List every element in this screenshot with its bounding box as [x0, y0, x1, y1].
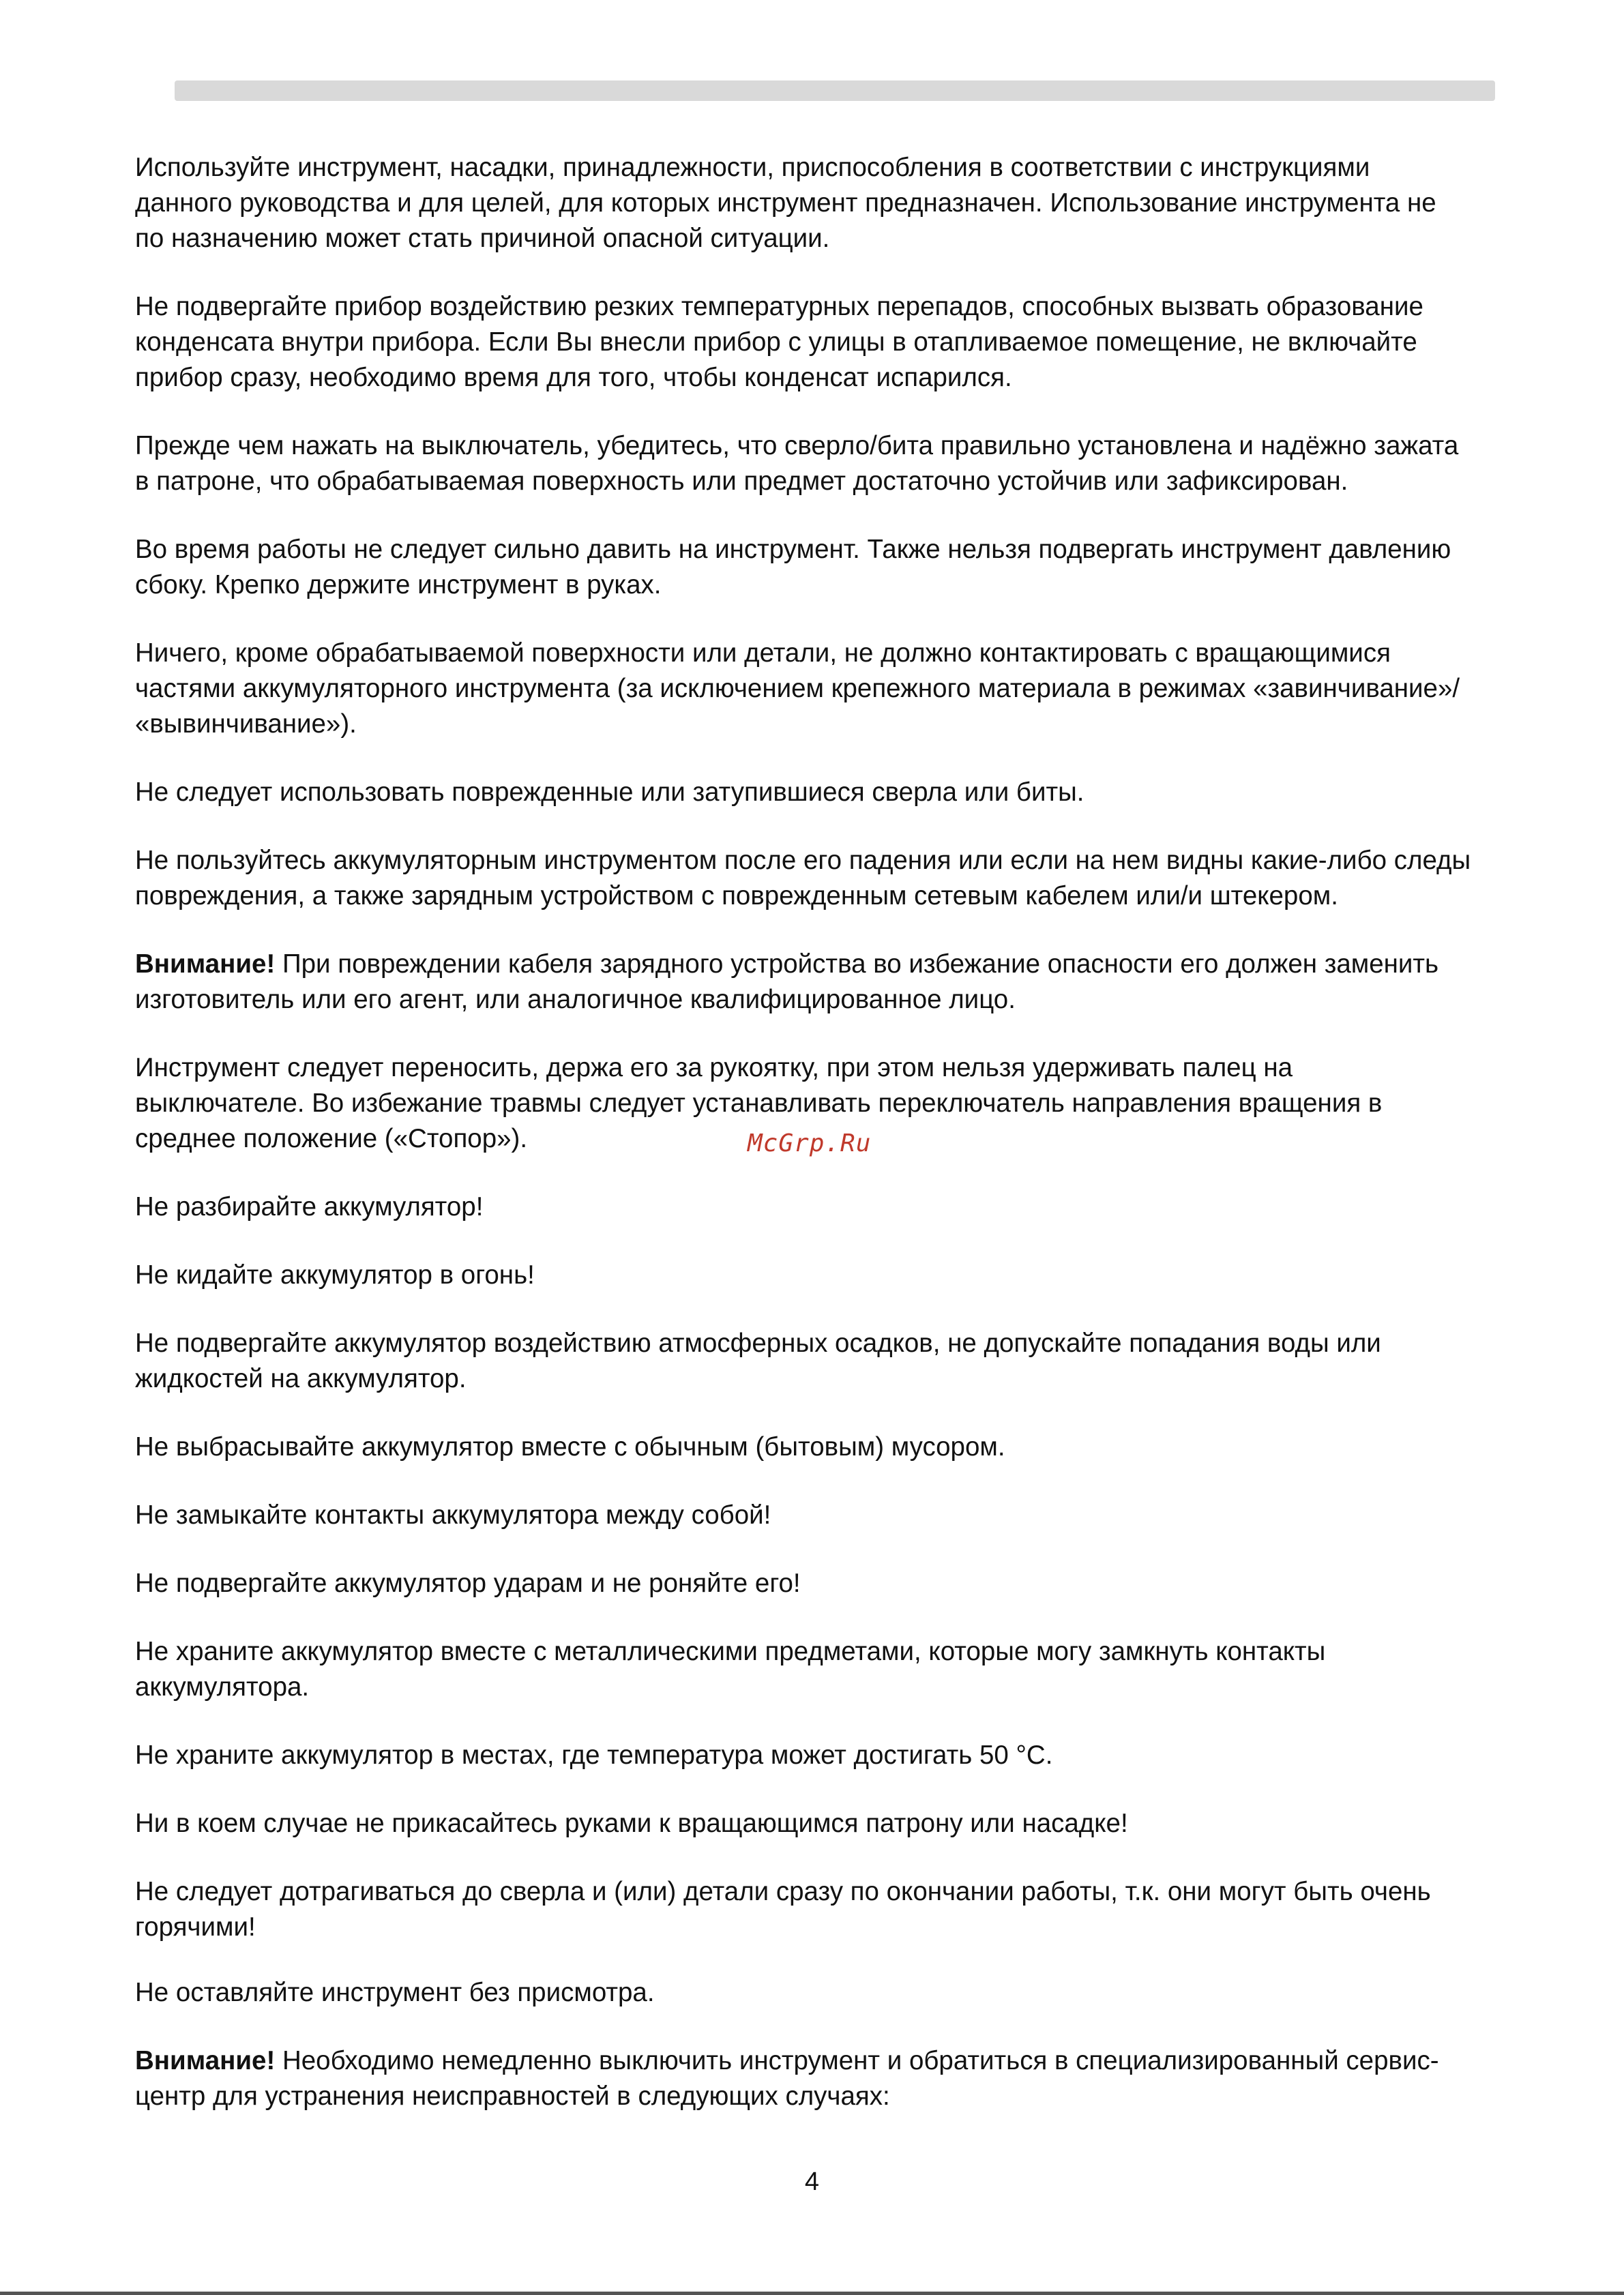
paragraph-text: Не следует дотрагиваться до сверла и (или) детали сразу по окончании работы, т.к. они могут быть очень горячими!: [135, 1877, 1431, 1942]
bottom-edge-line: [0, 2292, 1624, 2295]
paragraph-text: Не замыкайте контакты аккумулятора между собой!: [135, 1500, 771, 1530]
paragraph-16: [135, 1634, 1533, 1705]
warning-label: Внимание!: [135, 2046, 276, 2075]
paragraph-4: [135, 532, 1533, 603]
paragraph-1: [135, 150, 1533, 256]
paragraph-text: Не оставляйте инструмент без присмотра.: [135, 1978, 655, 2007]
paragraph-text: Не следует использовать поврежденные или затупившиеся сверла или биты.: [135, 778, 1084, 807]
paragraph-5: [135, 636, 1533, 742]
page-number: 4: [804, 2167, 820, 2196]
paragraph-text: Не подвергайте аккумулятор ударам и не роняйте его!: [135, 1569, 801, 1598]
warning-label: Внимание!: [135, 949, 276, 979]
paragraph-text: Инструмент следует переносить, держа его за рукоятку, при этом нельзя удерживать палец на выключателе. Во избежание травмы следует устанавливать переключатель направления вращения в среднее положение («Стопор»).: [135, 1053, 1383, 1153]
paragraph-text: Не выбрасывайте аккумулятор вместе с обычным (бытовым) мусором.: [135, 1432, 1005, 1462]
paragraph-21-warning: [135, 2043, 1533, 2114]
paragraph-13: [135, 1430, 1533, 1465]
paragraph-20: [135, 1975, 1533, 2011]
paragraph-8-warning: [135, 947, 1533, 1018]
paragraph-2: [135, 289, 1533, 396]
paragraph-text: Прежде чем нажать на выключатель, убедитесь, что сверло/бита правильно установлена и надёжно зажата в патроне, что обрабатываемая поверхность или предмет достаточно устойчив или зафиксирован.: [135, 431, 1459, 496]
paragraph-text: Используйте инструмент, насадки, принадлежности, приспособления в соответствии с инструкциями данного руководства и для целей, для которых инструмент предназначен. Использование инструмента не по назначению может стать причиной опасной ситуации.: [135, 153, 1436, 253]
paragraph-10: [135, 1189, 1533, 1225]
paragraph-14: [135, 1498, 1533, 1533]
paragraph-15: [135, 1566, 1533, 1601]
paragraph-12: [135, 1326, 1533, 1397]
paragraph-text: Не подвергайте аккумулятор воздействию атмосферных осадков, не допускайте попадания воды или жидкостей на аккумулятор.: [135, 1329, 1381, 1393]
top-divider-bar: [175, 80, 1495, 101]
paragraph-text: Не разбирайте аккумулятор!: [135, 1192, 484, 1221]
paragraph-text: Необходимо немедленно выключить инструмент и обратиться в специализированный сервис- центр для устранения неисправностей в следующих случаях:: [135, 2046, 1439, 2111]
paragraph-text: Ни в коем случае не прикасайтесь руками к вращающимся патрону или насадке!: [135, 1809, 1128, 1838]
paragraph-17: [135, 1738, 1533, 1773]
paragraph-3: [135, 428, 1533, 499]
paragraph-text: Не подвергайте прибор воздействию резких температурных перепадов, способных вызвать образование конденсата внутри прибора. Если Вы внесли прибор с улицы в отапливаемое помещение, не включайте прибор сразу, необходимо время для того, чтобы конденсат испарился.: [135, 292, 1423, 392]
paragraph-11: [135, 1258, 1533, 1293]
paragraph-text: Не храните аккумулятор в местах, где температура может достигать 50 °С.: [135, 1741, 1053, 1770]
paragraph-text: Не храните аккумулятор вместе с металлическими предметами, которые могу замкнуть контакты аккумулятора.: [135, 1637, 1326, 1702]
paragraph-text: При повреждении кабеля зарядного устройства во избежание опасности его должен заменить изготовитель или его агент, или аналогичное квалифицированное лицо.: [135, 949, 1439, 1014]
paragraph-6: [135, 775, 1533, 810]
watermark: McGrp.Ru: [748, 1129, 872, 1157]
paragraph-text: Не пользуйтесь аккумуляторным инструментом после его падения или если на нем видны какие-либо следы повреждения, а также зарядным устройством с поврежденным сетевым кабелем или/и штекером.: [135, 846, 1471, 910]
paragraph-19: [135, 1874, 1533, 1945]
paragraph-text: Во время работы не следует сильно давить на инструмент. Также нельзя подвергать инструмент давлению сбоку. Крепко держите инструмент в руках.: [135, 535, 1451, 599]
paragraph-text: Не кидайте аккумулятор в огонь!: [135, 1260, 535, 1290]
paragraph-7: [135, 843, 1533, 914]
paragraph-18: [135, 1806, 1533, 1841]
paragraph-text: Ничего, кроме обрабатываемой поверхности или детали, не должно контактировать с вращающимися частями аккумуляторного инструмента (за исключением крепежного материала в режимах «завинчивание»/ «вывинчивание»).: [135, 638, 1460, 739]
